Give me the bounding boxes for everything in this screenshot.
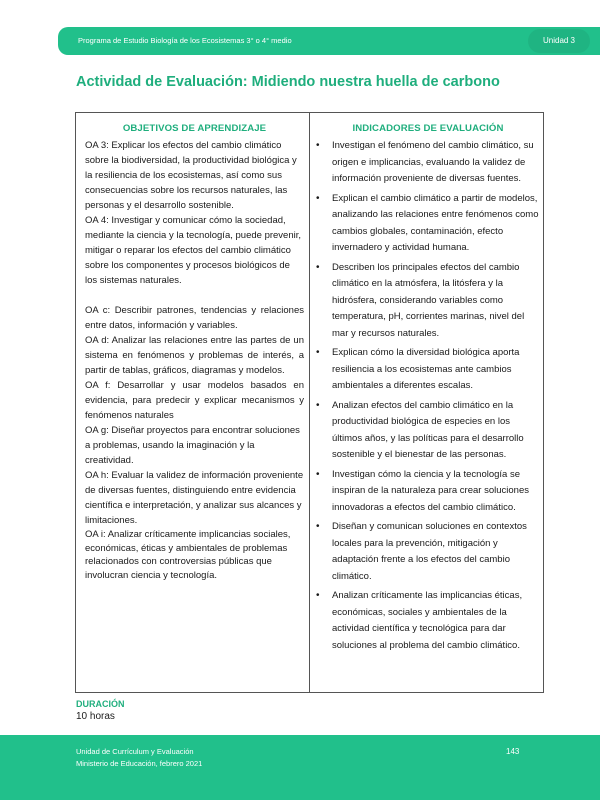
unit-badge: Unidad 3 <box>528 29 590 53</box>
objective-oad: OA d: Analizar las relaciones entre las partes de un sistema en fenómenos y problemas de interés, a partir de tablas, gráficos, diagramas y modelos. <box>85 335 304 376</box>
list-item: • Investigan cómo la ciencia y la tecnología se inspiran de la naturaleza para crear soluciones innovadoras a efectos del cambio climático. <box>316 468 529 513</box>
list-item: • Analizan efectos del cambio climático en la productividad biológica de especies en los últimos años, y las políticas para el desarrollo sostenible y el bienestar de las personas. <box>316 399 524 460</box>
bullet-icon: • <box>316 521 320 532</box>
objectives-heading: OBJETIVOS DE APRENDIZAJE <box>122 123 267 134</box>
objective-oac: OA c: Describir patrones, tendencias y relaciones entre datos, información y variables. <box>85 305 304 331</box>
objective-oa3: OA 3: Explicar los efectos del cambio climático sobre la biodiversidad, la productividad biológica y la resiliencia de los ecosistemas, así como sus consecuencias sobre los recursos naturales, las personas y el desarrollo sostenible. <box>85 140 297 211</box>
bullet-icon: • <box>316 261 320 273</box>
spacer <box>85 288 304 303</box>
list-item: • Analizan críticamente las implicancias éticas, económicas, sociales y ambientales de la actividad científica y tecnológica para dar soluciones al problema del cambio climático. <box>316 590 523 651</box>
footer-unit: Unidad de Currículum y Evaluación <box>76 747 194 756</box>
page-number: 143 <box>506 747 520 756</box>
page-title: Actividad de Evaluación: Midiendo nuestra huella de carbono <box>76 74 500 90</box>
bullet-icon: • <box>316 347 320 358</box>
indicators-list <box>316 138 540 654</box>
list-item: • Investigan el fenómeno del cambio climático, su origen e implicancias, evaluando la validez de información proveniente de diversas fuentes. <box>316 140 534 184</box>
duration-label: DURACIÓN <box>76 699 125 709</box>
bullet-icon: • <box>316 399 320 411</box>
footer-bar <box>0 735 600 800</box>
bullet-icon: • <box>316 192 320 204</box>
indicators-heading: INDICADORES DE EVALUACIÓN <box>352 123 504 134</box>
footer-ministry: Ministerio de Educación, febrero 2021 <box>76 759 203 768</box>
objective-oai: OA i: Analizar críticamente implicancias sociales, económicas, éticas y ambientales de problemas relacionados con controversias públicas que involucran ciencia y tecnología. <box>85 529 291 581</box>
objectives-indicators-table <box>75 112 544 693</box>
objective-oag: OA g: Diseñar proyectos para encontrar soluciones a problemas, usando la imaginación y la creatividad. <box>85 425 300 466</box>
list-item: • Diseñan y comunican soluciones en contextos locales para la prevención, mitigación y adaptación frente a los efectos del cambio climático. <box>316 521 527 582</box>
header-bar <box>58 27 600 55</box>
list-item: • Explican cómo la diversidad biológica aporta resiliencia a los ecosistemas ante cambios ambientales a diferentes escalas. <box>316 347 520 391</box>
indicators-column <box>316 113 540 657</box>
objectives-column <box>85 113 304 582</box>
list-item: • Explican el cambio climático a partir de modelos, analizando las relaciones entre fenómenos como cambios globales, contaminación, efecto invernadero y actividad humana. <box>316 192 539 253</box>
bullet-icon: • <box>316 468 320 480</box>
bullet-icon: • <box>316 140 320 151</box>
objective-oaf: OA f: Desarrollar y usar modelos basados en evidencia, para predecir y explicar mecanismos y fenómenos naturales <box>85 380 304 421</box>
objective-oa4: OA 4: Investigar y comunicar cómo la sociedad, mediante la ciencia y la tecnología, puede prevenir, mitigar o reparar los efectos del cambio climático sobre los componentes y procesos biológicos de los sistemas naturales. <box>85 215 301 286</box>
program-name: Programa de Estudio Biología de los Ecosistemas 3° o 4° medio <box>78 36 292 45</box>
objective-oah: OA h: Evaluar la validez de información proveniente de diversas fuentes, distinguiendo entre evidencia científica e interpretación, y analizar sus alcances y limitaciones. <box>85 470 304 526</box>
bullet-icon: • <box>316 590 320 601</box>
duration-value: 10 horas <box>76 711 115 722</box>
column-divider <box>309 113 310 692</box>
list-item: • Describen los principales efectos del cambio climático en la atmósfera, la litósfera y la hidrósfera, considerando variables como temperatura, pH, corrientes marinas, nivel del mar y recursos naturales. <box>316 261 525 339</box>
